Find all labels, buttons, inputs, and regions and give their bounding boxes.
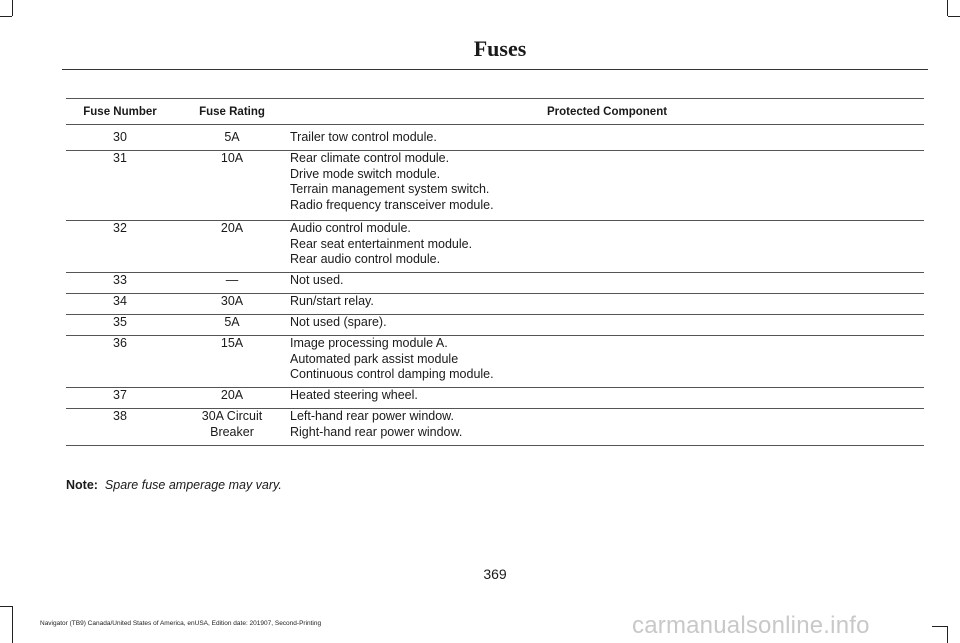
fuse-number-cell: 31: [66, 151, 174, 221]
fuse-rating-line: 30A Circuit: [201, 409, 263, 423]
fuse-rating-cell: [174, 315, 290, 336]
protected-component-line: Image processing module A.: [290, 336, 448, 350]
table-row: [66, 125, 924, 151]
table-row: [66, 315, 924, 336]
fuse-number-cell: 34: [66, 294, 174, 315]
fuse-number-cell: 38: [66, 409, 174, 446]
header-protected-component: Protected Component: [290, 99, 924, 125]
protected-component-line: Continuous control damping module.: [290, 367, 494, 382]
fuse-table: [66, 98, 924, 446]
note-label: Note:: [66, 478, 98, 492]
fuse-number-cell: 35: [66, 315, 174, 336]
fuse-rating-cell: [174, 388, 290, 409]
crop-mark-bottom-right-h: [932, 626, 947, 627]
protected-component-cell: [290, 409, 924, 446]
protected-component-line: Right-hand rear power window.: [290, 424, 463, 439]
crop-mark-top-left-h: [0, 16, 12, 17]
fuse-rating-line: 5A: [224, 130, 240, 144]
crop-mark-top-right-h: [948, 16, 960, 17]
protected-component-line: Radio frequency transceiver module.: [290, 197, 494, 212]
page-number: 369: [483, 566, 507, 582]
protected-component-cell: [290, 315, 924, 336]
protected-component-line: Not used.: [290, 273, 344, 287]
header-fuse-rating: Fuse Rating: [174, 99, 290, 125]
protected-component-cell: [290, 151, 924, 221]
crop-mark-top-left-v: [12, 0, 13, 16]
fuse-rating-cell: [174, 409, 290, 446]
fuse-rating-cell: [174, 336, 290, 388]
watermark: carmanualsonline.info: [632, 612, 870, 639]
fuse-number-cell: 32: [66, 221, 174, 273]
header-fuse-number: Fuse Number: [66, 99, 174, 125]
fuse-number-cell: 36: [66, 336, 174, 388]
table-row: [66, 294, 924, 315]
fuse-rating-cell: [174, 221, 290, 273]
protected-component-line: Terrain management system switch.: [290, 182, 490, 197]
protected-component-line: Rear climate control module.: [290, 151, 450, 165]
header-divider: [62, 69, 928, 70]
table-row: [66, 409, 924, 446]
fuse-rating-cell: [174, 294, 290, 315]
fuse-table-body: [66, 125, 924, 446]
fuse-rating-cell: [174, 151, 290, 221]
protected-component-line: Automated park assist module: [290, 351, 459, 366]
crop-mark-bottom-right-v: [947, 626, 948, 643]
table-row: [66, 221, 924, 273]
table-row: [66, 273, 924, 294]
note: [66, 478, 282, 492]
protected-component-cell: [290, 273, 924, 294]
protected-component-line: Audio control module.: [290, 221, 411, 235]
protected-component-cell: [290, 388, 924, 409]
protected-component-line: Left-hand rear power window.: [290, 409, 454, 423]
protected-component-cell: [290, 125, 924, 151]
crop-mark-bottom-left-h: [0, 606, 12, 607]
fuse-rating-cell: [174, 273, 290, 294]
fuse-number-cell: 30: [66, 125, 174, 151]
note-text: Spare fuse amperage may vary.: [104, 478, 282, 492]
protected-component-line: Rear seat entertainment module.: [290, 236, 473, 251]
protected-component-line: Not used (spare).: [290, 315, 387, 329]
table-row: [66, 336, 924, 388]
footer-edition-text: Navigator (TB9) Canada/United States of America, enUSA, Edition date: 201907, Second-Printing: [40, 620, 322, 627]
fuse-number-cell: 37: [66, 388, 174, 409]
fuse-rating-line: 10A: [220, 151, 244, 165]
table-header-row: [66, 99, 924, 125]
table-row: [66, 151, 924, 221]
fuse-rating-line: 30A: [220, 294, 244, 308]
fuse-number-cell: 33: [66, 273, 174, 294]
crop-mark-bottom-left-v: [12, 606, 13, 643]
fuse-rating-line: —: [225, 273, 239, 287]
protected-component-line: Drive mode switch module.: [290, 166, 441, 181]
protected-component-line: Trailer tow control module.: [290, 130, 437, 144]
fuse-rating-cell: [174, 125, 290, 151]
protected-component-line: Run/start relay.: [290, 294, 374, 308]
protected-component-cell: [290, 336, 924, 388]
fuse-rating-line: 20A: [220, 388, 244, 402]
fuse-rating-line: 15A: [220, 336, 244, 350]
table-row: [66, 388, 924, 409]
fuse-rating-line: Breaker: [210, 424, 254, 439]
protected-component-cell: [290, 294, 924, 315]
page-title: Fuses: [473, 36, 527, 61]
crop-mark-top-right-v: [947, 0, 948, 16]
protected-component-cell: [290, 221, 924, 273]
protected-component-line: Rear audio control module.: [290, 252, 441, 267]
protected-component-line: Heated steering wheel.: [290, 388, 418, 402]
fuse-rating-line: 20A: [220, 221, 244, 235]
fuse-rating-line: 5A: [224, 315, 240, 329]
